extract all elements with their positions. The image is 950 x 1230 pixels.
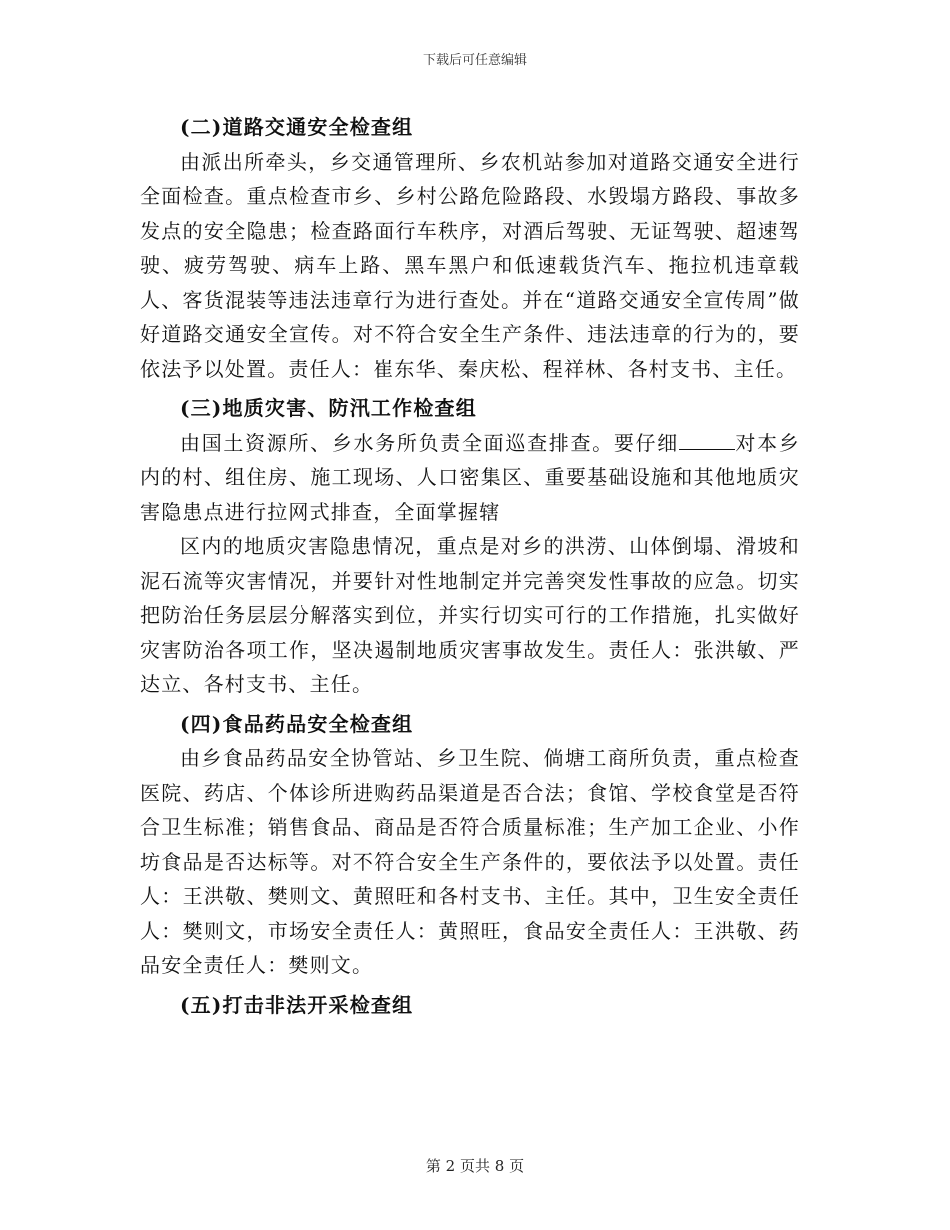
section-paragraph-geological-flood-2: 区内的地质灾害隐患情况，重点是对乡的洪涝、山体倒塌、滑坡和泥石流等灾害情况，并要针对性地制定并完善突发性事故的应急。切实把防治任务层层分解落实到位，并实行切实可行的工作措施，扎实做好灾害防治各项工作，坚决遏制地质灾害事故发生。责任人：张洪敏、严达立、各村支书、主任。: [140, 534, 800, 696]
section-paragraph-food-drug: 由乡食品药品安全协管站、乡卫生院、倘塘工商所负责，重点检查医院、药店、个体诊所进购药品渠道是否合法；食馆、学校食堂是否符合卫生标准；销售食品、商品是否符合质量标准；生产加工企业、小作坊食品是否达标等。对不符合安全生产条件的，要依法予以处置。责任人：王洪敬、樊则文、黄照旺和各村支书、主任。其中，卫生安全责任人：樊则文，市场安全责任人：黄照旺，食品安全责任人：王洪敬、药品安全责任人：樊则文。: [140, 746, 800, 977]
section-paragraph-road-traffic: 由派出所牵头，乡交通管理所、乡农机站参加对道路交通安全进行全面检查。重点检查市乡、乡村公路危险路段、水毁塌方路段、事故多发点的安全隐患；检查路面行车秩序，对酒后驾驶、无证驾驶、超速驾驶、疲劳驾驶、病车上路、黑车黑户和低速载货汽车、拖拉机违章载人、客货混装等违法违章行为进行查处。并在“道路交通安全宣传周”做好道路交通安全宣传。对不符合安全生产条件、违法违章的行为的，要依法予以处置。责任人：崔东华、秦庆松、程祥林、各村支书、主任。: [140, 149, 800, 381]
section-heading-road-traffic: (二)道路交通安全检查组: [180, 115, 414, 139]
section-heading-food-drug: (四)食品药品安全检查组: [180, 711, 414, 736]
section-heading-geological-flood: (三)地质灾害、防汛工作检查组: [180, 396, 477, 420]
paragraph-text-before-blank: 由国土资源所、乡水务所负责全面巡查排查。要仔细: [180, 430, 679, 455]
section-paragraph-geological-flood-1: [140, 426, 800, 530]
page-footer: 第 2 页共 8 页: [425, 1157, 525, 1175]
section-heading-illegal-mining: (五)打击非法开采检查组: [180, 992, 414, 1017]
fill-in-blank: [679, 429, 735, 450]
document-body: [140, 110, 800, 1022]
page-header: 下载后可任意编辑: [422, 53, 527, 68]
paragraph-text-after-blank: 对本乡内的村、组住房、施工现场、人口密集区、重要基础设施和其他地质灾害隐患点进行拉网式排查，全面掌握辖: [140, 430, 800, 524]
